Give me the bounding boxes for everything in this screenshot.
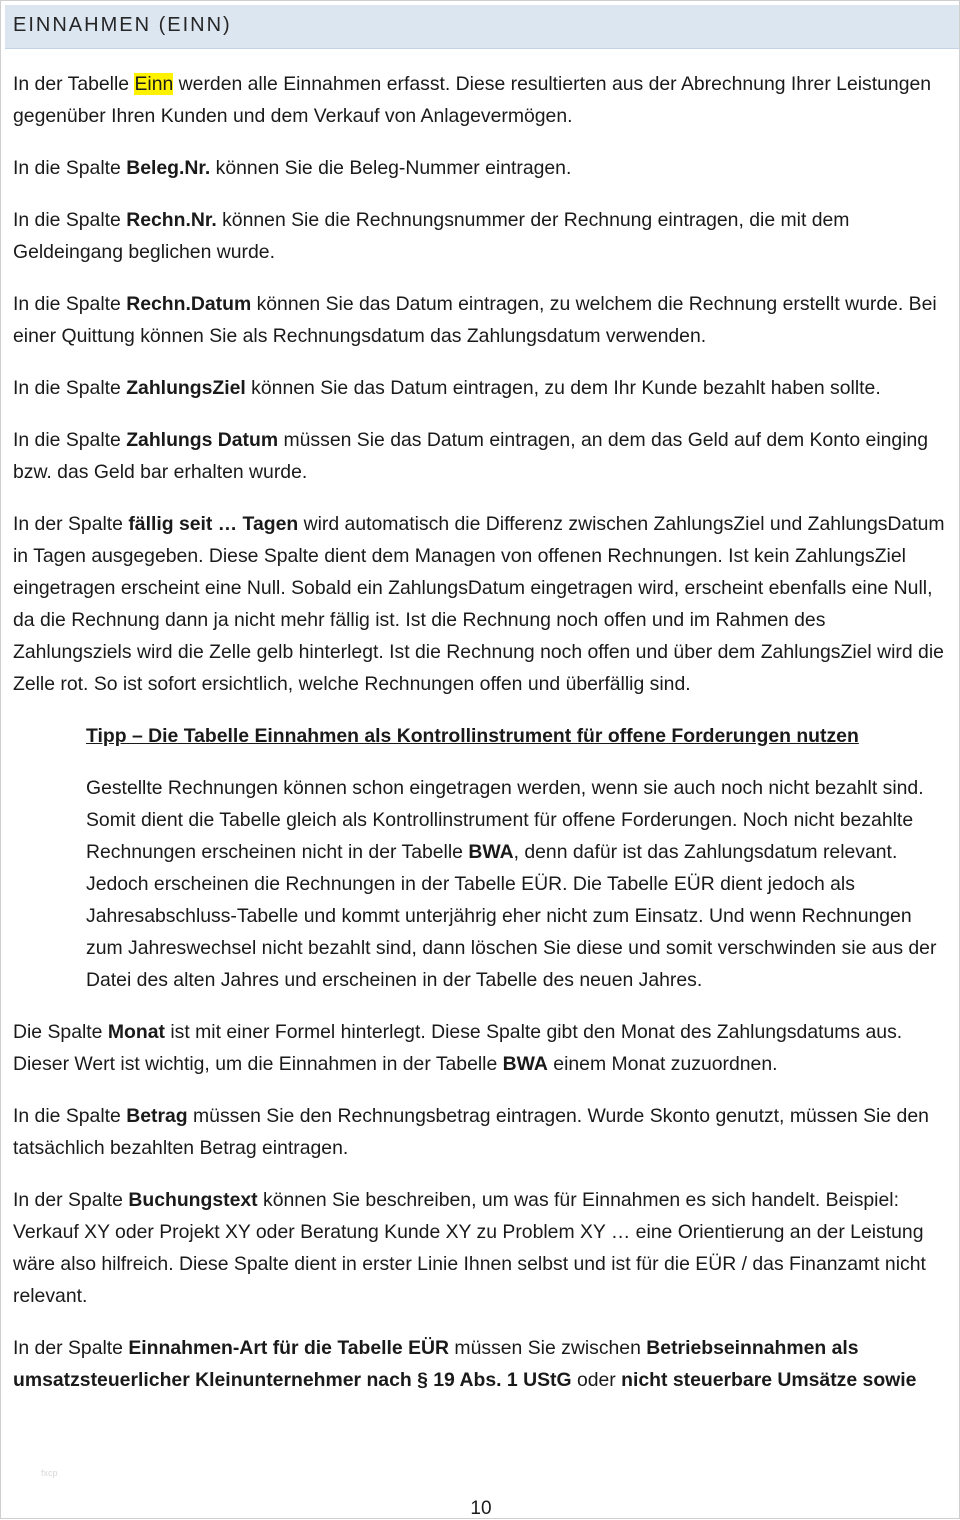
highlighted-term: Einn	[134, 73, 174, 95]
document-body	[13, 68, 945, 1416]
paragraph-einn-intro: In der Tabelle Einn werden alle Einnahmen erfasst. Diese resultierten aus der Abrechnung Ihrer Leistungen gegenüber Ihren Kunden und dem Verkauf von Anlagevermögen.	[13, 73, 932, 127]
paragraph-faellig-seit: In der Spalte fällig seit … Tagen wird automatisch die Differenz zwischen ZahlungsZiel und ZahlungsDatum in Tagen ausgegeben. Diese Spalte dient dem Managen von offenen Rechnungen. Ist kein ZahlungsZiel eingetragen erscheint eine Null. Sobald ein ZahlungsDatum eingetragen wird, erscheint ebenfalls eine Null, da die Rechnung dann ja nicht mehr fällig ist. Ist die Rechnung noch offen und im Rahmen des Zahlungsziels wird die Zelle gelb hinterlegt. Ist die Rechnung noch offen und über dem ZahlungsZiel wird die Zelle rot. So ist sofort ersichtlich, welche Rechnungen offen und überfällig sind.	[13, 513, 945, 695]
section-heading-bar	[5, 5, 959, 49]
paragraph-rechn-datum: In die Spalte Rechn.Datum können Sie das Datum eintragen, zu welchem die Rechnung erstellt wurde. Bei einer Quittung können Sie als Rechnungsdatum das Zahlungsdatum verwenden.	[13, 293, 937, 347]
watermark-text: fxcp	[41, 1468, 58, 1478]
tip-title: Tipp – Die Tabelle Einnahmen als Kontrollinstrument für offene Forderungen nutzen	[86, 725, 859, 747]
paragraph-monat: Die Spalte Monat ist mit einer Formel hinterlegt. Diese Spalte gibt den Monat des Zahlungsdatums aus. Dieser Wert ist wichtig, um die Einnahmen in der Tabelle BWA einem Monat zuzuordnen.	[13, 1021, 903, 1075]
paragraph-einnahmen-art: In der Spalte Einnahmen-Art für die Tabelle EÜR müssen Sie zwischen Betriebseinnahmen als umsatzsteuerlicher Kleinunternehmer nach § 19 Abs. 1 UStG oder nicht steuerbare Umsätze sowie	[13, 1337, 917, 1391]
paragraph-zahlungsziel: In die Spalte ZahlungsZiel können Sie das Datum eintragen, zu dem Ihr Kunde bezahlt haben sollte.	[13, 377, 881, 399]
paragraph-zahlungs-datum: In die Spalte Zahlungs Datum müssen Sie das Datum eintragen, an dem das Geld auf dem Konto einging bzw. das Geld bar erhalten wurde.	[13, 429, 929, 483]
section-heading: EINNAHMEN (EINN)	[13, 14, 232, 36]
tip-body: Gestellte Rechnungen können schon eingetragen werden, wenn sie auch noch nicht bezahlt sind. Somit dient die Tabelle gleich als Kontrollinstrument für offene Forderungen. Noch nicht bezahlte Rechnungen erscheinen nicht in der Tabelle BWA, denn dafür ist das Zahlungsdatum relevant. Jedoch erscheinen die Rechnungen in der Tabelle EÜR. Die Tabelle EÜR dient jedoch als Jahresabschluss-Tabelle und kommt unterjährig eher nicht zum Einsatz. Und wenn Rechnungen zum Jahreswechsel nicht bezahlt sind, dann löschen Sie diese und somit verschwinden sie aus der Datei des alten Jahres und erscheinen in der Tabelle des neuen Jahres.	[86, 777, 937, 991]
paragraph-rechn-nr: In die Spalte Rechn.Nr. können Sie die Rechnungsnummer der Rechnung eintragen, die mit dem Geldeingang beglichen wurde.	[13, 209, 850, 263]
paragraph-buchungstext: In der Spalte Buchungstext können Sie beschreiben, um was für Einnahmen es sich handelt. Beispiel: Verkauf XY oder Projekt XY oder Beratung Kunde XY zu Problem XY … eine Orientierung an der Leistung wäre also hilfreich. Diese Spalte dient in erster Linie Ihnen selbst und ist für die EÜR / das Finanzamt nicht relevant.	[13, 1189, 926, 1307]
page-number: 10	[470, 1498, 492, 1519]
paragraph-beleg-nr: In die Spalte Beleg.Nr. können Sie die Beleg-Nummer eintragen.	[13, 157, 572, 179]
paragraph-betrag: In die Spalte Betrag müssen Sie den Rechnungsbetrag eintragen. Wurde Skonto genutzt, müssen Sie den tatsächlich bezahlten Betrag eintragen.	[13, 1105, 929, 1159]
